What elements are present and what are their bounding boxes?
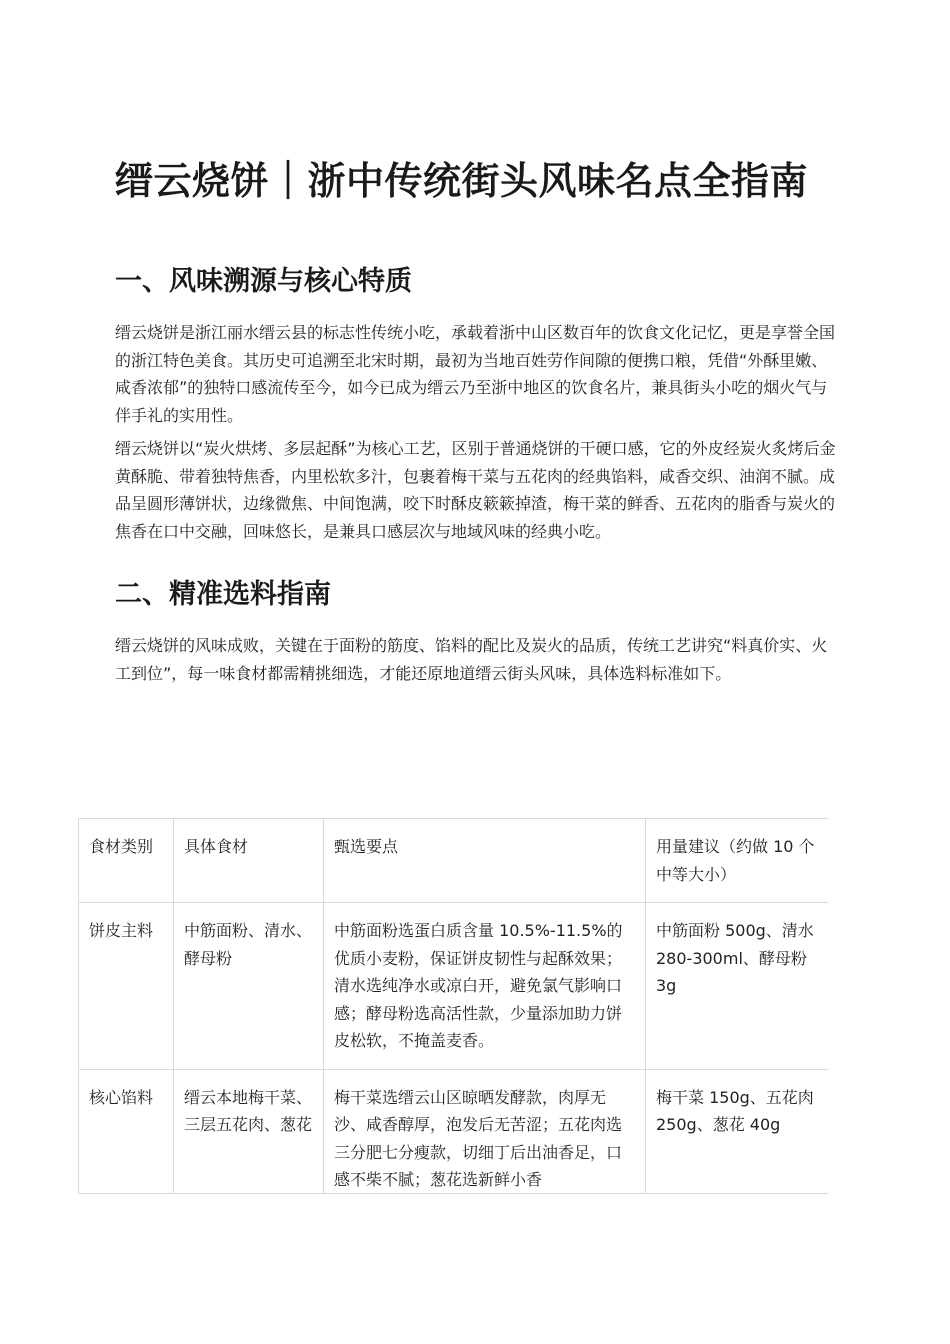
table-cell: 饼皮主料 [79,903,174,1070]
table-cell: 中筋面粉、清水、酵母粉 [174,903,324,1070]
section-heading-ingredients: 二、精准选料指南 [115,579,331,610]
table-cell: 梅干菜选缙云山区晾晒发酵款，肉厚无沙、咸香醇厚，泡发后无苦涩；五花肉选三分肥七分瘦款，切细丁后出油香足，口感不柴不腻；葱花选新鲜小香 [324,1069,646,1194]
table-header-cell: 具体食材 [174,819,324,903]
ingredients-table-container [78,818,828,1194]
table-row [79,903,829,1070]
table-cell: 梅干菜 150g、五花肉 250g、葱花 40g [646,1069,829,1194]
page-title: 缙云烧饼｜浙中传统街头风味名点全指南 [115,159,809,203]
table-header-cell: 甄选要点 [324,819,646,903]
table-cell: 缙云本地梅干菜、三层五花肉、葱花 [174,1069,324,1194]
table-cell: 中筋面粉 500g、清水 280-300ml、酵母粉 3g [646,903,829,1070]
paragraph-origin-2: 缙云烧饼以“炭火烘烤、多层起酥”为核心工艺，区别于普通烧饼的干硬口感，它的外皮经炭火炙烤后金黄酥脆、带着独特焦香，内里松软多汁，包裹着梅干菜与五花肉的经典馅料，咸香交织、油润不腻。成品呈圆形薄饼状，边缘微焦、中间饱满，咬下时酥皮簌簌掉渣，梅干菜的鲜香、五花肉的脂香与炭火的焦香在口中交融，回味悠长，是兼具口感层次与地域风味的经典小吃。 [115,439,836,541]
table-header-cell: 用量建议（约做 10 个中等大小） [646,819,829,903]
table-header-row [79,819,829,903]
table-header-cell: 食材类别 [79,819,174,903]
table-cell: 核心馅料 [79,1069,174,1194]
paragraph-ingredients-intro: 缙云烧饼的风味成败，关键在于面粉的筋度、馅料的配比及炭火的品质，传统工艺讲究“料真价实、火工到位”，每一味食材都需精挑细选，才能还原地道缙云街头风味，具体选料标准如下。 [115,636,828,683]
section-heading-origin: 一、风味溯源与核心特质 [115,266,412,297]
table-row [79,1069,829,1194]
paragraph-origin-1: 缙云烧饼是浙江丽水缙云县的标志性传统小吃，承载着浙中山区数百年的饮食文化记忆，更是享誉全国的浙江特色美食。其历史可追溯至北宋时期，最初为当地百姓劳作间隙的便携口粮，凭借“外酥里嫩、咸香浓郁”的独特口感流传至今，如今已成为缙云乃至浙中地区的饮食名片，兼具街头小吃的烟火气与伴手礼的实用性。 [115,323,836,425]
table-cell: 中筋面粉选蛋白质含量 10.5%-11.5%的优质小麦粉，保证饼皮韧性与起酥效果；清水选纯净水或凉白开，避免氯气影响口感；酵母粉选高活性款，少量添加助力饼皮松软，不掩盖麦香。 [324,903,646,1070]
document-page [115,150,840,687]
ingredients-table [78,818,828,1194]
